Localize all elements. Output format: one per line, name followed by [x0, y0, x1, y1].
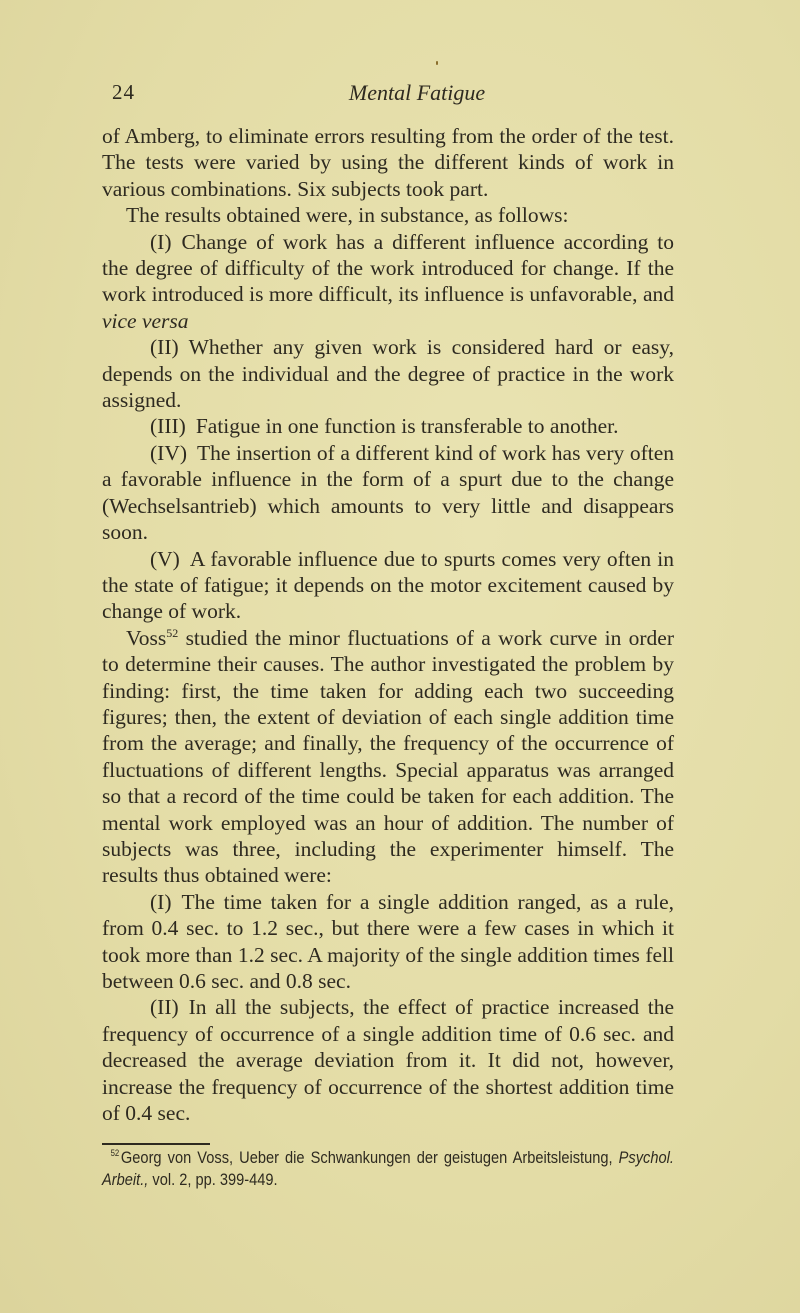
paragraph-text: Fatigue in one function is transferable to another.: [195, 414, 619, 439]
footnote-divider: [102, 1143, 210, 1145]
paragraph-text: Change of work has a different influence according to the degree of difficulty of the work introduced for change. If the work introduced is more difficult, its influence is unfavorable, and: [102, 229, 674, 307]
roman-numeral: (I): [150, 889, 172, 914]
roman-numeral: (I): [150, 229, 172, 254]
paragraph: [102, 123, 674, 202]
numbered-finding: [102, 229, 674, 335]
roman-numeral: (IV): [150, 440, 188, 465]
roman-numeral: (III): [150, 414, 186, 439]
paragraph-text: A favorable influence due to spurts comes very often in the state of fatigue; it depends on the motor excitement caused by change of work.: [102, 546, 674, 624]
paragraph-text: The time taken for a single addition ranged, as a rule, from 0.4 sec. to 1.2 sec., but there were a few cases in which it took more than 1.2 sec. A majority of the single addition times fell between 0.6 sec. and 0.8 sec.: [102, 889, 674, 993]
paragraph: [102, 625, 674, 889]
roman-numeral: (V): [150, 546, 180, 571]
paragraph-text: of Amberg, to eliminate errors resulting from the order of the test. The tests were varied by using the different kinds of work in various combinations. Six subjects took part.: [102, 124, 674, 201]
footnote-text: Georg von Voss, Ueber die Schwankungen der geistugen Arbeitsleistung,: [120, 1148, 613, 1167]
paragraph-text: Whether any given work is considered hard or easy, depends on the individual and the degree of practice in the work assigned.: [102, 335, 674, 413]
page-header: [112, 80, 672, 110]
paragraph-text: The results obtained were, in substance, as follows:: [126, 203, 569, 228]
footnote-reference[interactable]: 52: [166, 625, 179, 640]
numbered-finding: [102, 546, 674, 625]
journal-title: Psychol. Arbeit.,: [102, 1148, 674, 1189]
numbered-finding: [102, 889, 674, 995]
footnote-citation: vol. 2, pp. 399-449.: [152, 1170, 278, 1189]
ink-speck: [436, 61, 438, 65]
page-number: 24: [112, 80, 135, 104]
numbered-finding: [102, 413, 674, 439]
footnote: [102, 1147, 674, 1191]
paragraph-text: studied the minor fluctuations of a work curve in order to determine their causes. The author investigated the problem by finding: first, the time taken for adding each two succeeding figures; then, the extent of deviation of each single addition time from the average; and finally, the frequency of the occurrence of fluctuations of different lengths. Special apparatus was arranged so that a record of the time could be taken for each addition. The mental work employed was an hour of addition. The number of subjects was three, including the experimenter himself. The results thus obtained were:: [102, 625, 674, 888]
author-name: Voss: [126, 625, 167, 650]
paragraph: [102, 202, 674, 228]
footnote-mark: 52: [110, 1148, 120, 1158]
running-head: Mental Fatigue: [348, 80, 486, 105]
roman-numeral: (II): [150, 335, 179, 360]
italic-phrase: vice versa: [102, 308, 189, 333]
numbered-finding: [102, 994, 674, 1126]
numbered-finding: [102, 334, 674, 413]
roman-numeral: (II): [150, 995, 179, 1020]
paragraph-text: The insertion of a different kind of work has very often a favorable influence in the form of a spurt due to the change (Wechselsantrieb) which amounts to very little and disappears soon.: [102, 440, 674, 545]
numbered-finding: [102, 440, 674, 546]
body-text: [102, 123, 674, 1126]
paragraph-text: In all the subjects, the effect of practice increased the frequency of occurrence of a single addition time of 0.6 sec. and decreased the average deviation from it. It did not, however, increase the frequency of occurrence of the shortest addition time of 0.4 sec.: [102, 995, 674, 1126]
